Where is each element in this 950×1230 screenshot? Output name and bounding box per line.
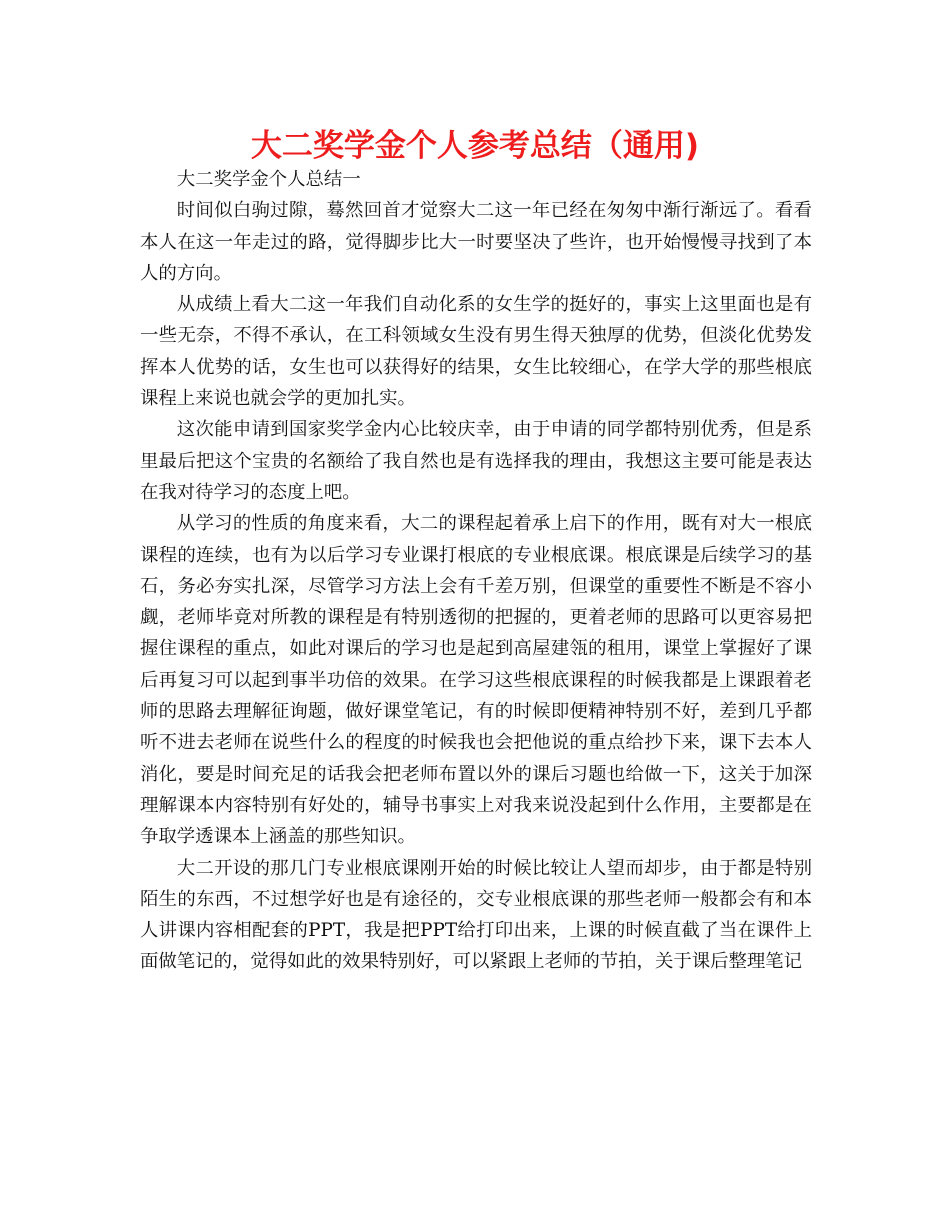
paragraph: 从学习的性质的角度来看，大二的课程起着承上启下的作用，既有对大一根底课程的连续，也有为以后学习专业课打根底的专业根底课。根底课是后续学习的基石，务必夯实扎深，尽管学习方法上会有千差万别，但课堂的重要性不断是不容小觑，老师毕竟对所教的课程是有特别透彻的把握的，更着老师的思路可以更容易把握住课程的重点，如此对课后的学习也是起到高屋建瓴的租用，课堂上掌握好了课后再复习可以起到事半功倍的效果。在学习这些根底课程的时候我都是上课跟着老师的思路去理解征询题，做好课堂笔记，有的时候即便精神特别不好，差到几乎都听不进去老师在说些什么的程度的时候我也会把他说的重点给抄下来，课下去本人消化，要是时间充足的话我会把老师布置以外的课后习题也给做一下，这关于加深理解课本内容特别有好处的，辅导书事实上对我来说没起到什么作用，主要都是在争取学透课本上涵盖的那些知识。 (140, 513, 812, 848)
paragraph: 大二开设的那几门专业根底课刚开始的时候比较让人望而却步，由于都是特别陌生的东西，不过想学好也是有途径的，交专业根底课的那些老师一般都会有和本人讲课内容相配套的PPT，我是把PPT给打印出来，上课的时候直截了当在课件上面做笔记的，觉得如此的效果特别好，可以紧跟上老师的节拍，关于课后整理笔记 (140, 857, 812, 973)
paragraph: 从成绩上看大二这一年我们自动化系的女生学的挺好的，事实上这里面也是有一些无奈，不得不承认，在工科领域女生没有男生得天独厚的优势，但淡化优势发挥本人优势的话，女生也可以获得好的结果，女生比较细心，在学大学的那些根底课程上来说也就会学的更加扎实。 (140, 294, 812, 410)
document-subtitle: 大二奖学金个人总结一 (176, 169, 361, 190)
document-body (140, 164, 812, 978)
paragraph: 这次能申请到国家奖学金内心比较庆幸，由于申请的同学都特别优秀，但是系里最后把这个宝贵的名额给了我自然也是有选择我的理由，我想这主要可能是表达在我对待学习的态度上吧。 (140, 419, 812, 503)
paragraph: 时间似白驹过隙，蓦然回首才觉察大二这一年已经在匆匆中渐行渐远了。看看本人在这一年走过的路，觉得脚步比大一时要坚决了些许，也开始慢慢寻找到了本人的方向。 (140, 200, 812, 284)
document-title: 大二奖学金个人参考总结（通用) (250, 128, 700, 164)
